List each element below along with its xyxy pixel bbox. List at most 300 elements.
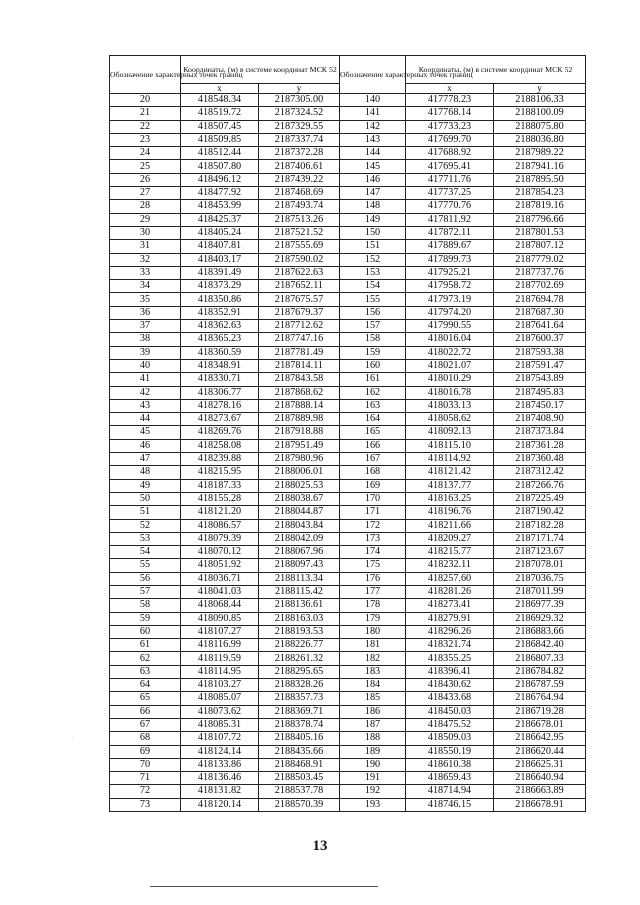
- table-row: [110, 200, 586, 213]
- table-row: [110, 320, 586, 333]
- point-id-left-cell: 55: [110, 559, 181, 572]
- y-left-cell: 2187324.52: [259, 107, 340, 120]
- footer-rule: [150, 886, 378, 887]
- point-id-left-cell: 20: [110, 94, 181, 107]
- point-id-left-cell: 40: [110, 359, 181, 372]
- y-left-cell: 2187814.11: [259, 359, 340, 372]
- x-right-cell: 418021.07: [406, 359, 494, 372]
- y-left-cell: 2188043.84: [259, 519, 340, 532]
- table-row: [110, 147, 586, 160]
- y-right-cell: 2187796.66: [494, 213, 586, 226]
- x-right-cell: 417688.92: [406, 147, 494, 160]
- y-right-cell: 2188100.09: [494, 107, 586, 120]
- y-right-cell: 2186625.31: [494, 758, 586, 771]
- y-left-cell: 2187652.11: [259, 280, 340, 293]
- point-id-left-cell: 24: [110, 147, 181, 160]
- x-right-cell: 418211.66: [406, 519, 494, 532]
- x-right-cell: 417737.25: [406, 187, 494, 200]
- x-left-cell: 418496.12: [181, 173, 259, 186]
- table-row: [110, 373, 586, 386]
- point-id-left-cell: 43: [110, 399, 181, 412]
- table-row: [110, 386, 586, 399]
- x-left-cell: 418403.17: [181, 253, 259, 266]
- y-left-cell: 2188357.73: [259, 692, 340, 705]
- table-row: [110, 758, 586, 771]
- point-id-right-cell: 163: [340, 399, 406, 412]
- point-id-left-cell: 29: [110, 213, 181, 226]
- x-right-cell: 418396.41: [406, 665, 494, 678]
- x-left-cell: 418041.03: [181, 585, 259, 598]
- x-left-cell: 418086.57: [181, 519, 259, 532]
- table-row: [110, 413, 586, 426]
- x-left-cell: 418120.14: [181, 798, 259, 811]
- point-id-right-cell: 146: [340, 173, 406, 186]
- point-id-right-cell: 148: [340, 200, 406, 213]
- y-right-cell: 2186642.95: [494, 732, 586, 745]
- x-left-cell: 418512.44: [181, 147, 259, 160]
- y-left-cell: 2187747.16: [259, 333, 340, 346]
- y-right-cell: 2186663.89: [494, 785, 586, 798]
- y-left-cell: 2187468.69: [259, 187, 340, 200]
- table-row: [110, 785, 586, 798]
- point-id-right-cell: 156: [340, 306, 406, 319]
- x-left-cell: 418425.37: [181, 213, 259, 226]
- point-id-right-cell: 181: [340, 639, 406, 652]
- y-left-cell: 2188328.26: [259, 679, 340, 692]
- y-right-cell: 2187011.99: [494, 585, 586, 598]
- table-row: [110, 652, 586, 665]
- y-left-cell: 2187712.62: [259, 320, 340, 333]
- point-id-right-cell: 193: [340, 798, 406, 811]
- point-id-left-cell: 58: [110, 599, 181, 612]
- y-right-cell: 2186620.44: [494, 745, 586, 758]
- table-row: [110, 745, 586, 758]
- point-id-left-cell: 37: [110, 320, 181, 333]
- point-id-left-cell: 48: [110, 466, 181, 479]
- y-right-cell: 2187543.89: [494, 373, 586, 386]
- header-coordinates-left: Координаты, (м) в системе координат МСК 52: [181, 56, 340, 84]
- point-id-right-cell: 174: [340, 546, 406, 559]
- y-left-cell: 2188537.78: [259, 785, 340, 798]
- table-row: [110, 240, 586, 253]
- table-row: [110, 506, 586, 519]
- y-left-cell: 2187329.55: [259, 120, 340, 133]
- y-left-cell: 2188261.32: [259, 652, 340, 665]
- x-left-cell: 418121.20: [181, 506, 259, 519]
- table-row: [110, 453, 586, 466]
- table-row: [110, 253, 586, 266]
- point-id-right-cell: 149: [340, 213, 406, 226]
- point-id-left-cell: 53: [110, 532, 181, 545]
- header-x-left: x: [181, 84, 259, 94]
- x-left-cell: 418036.71: [181, 572, 259, 585]
- x-left-cell: 418507.80: [181, 160, 259, 173]
- point-id-right-cell: 189: [340, 745, 406, 758]
- x-right-cell: 418430.62: [406, 679, 494, 692]
- table-row: [110, 266, 586, 279]
- x-right-cell: 418450.03: [406, 705, 494, 718]
- y-right-cell: 2188075.80: [494, 120, 586, 133]
- y-left-cell: 2187781.49: [259, 346, 340, 359]
- point-id-left-cell: 68: [110, 732, 181, 745]
- point-id-right-cell: 159: [340, 346, 406, 359]
- x-left-cell: 418273.67: [181, 413, 259, 426]
- x-left-cell: 418453.99: [181, 200, 259, 213]
- x-right-cell: 418257.60: [406, 572, 494, 585]
- point-id-left-cell: 44: [110, 413, 181, 426]
- x-right-cell: 417733.23: [406, 120, 494, 133]
- x-right-cell: 418016.78: [406, 386, 494, 399]
- y-left-cell: 2187521.52: [259, 226, 340, 239]
- y-left-cell: 2188226.77: [259, 639, 340, 652]
- point-id-left-cell: 30: [110, 226, 181, 239]
- y-left-cell: 2187980.96: [259, 453, 340, 466]
- y-left-cell: 2188097.43: [259, 559, 340, 572]
- x-right-cell: 418509.03: [406, 732, 494, 745]
- table-row: [110, 187, 586, 200]
- y-right-cell: 2187495.83: [494, 386, 586, 399]
- point-id-right-cell: 164: [340, 413, 406, 426]
- point-id-right-cell: 179: [340, 612, 406, 625]
- table-row: [110, 479, 586, 492]
- point-id-left-cell: 34: [110, 280, 181, 293]
- y-left-cell: 2187918.88: [259, 426, 340, 439]
- y-right-cell: 2187600.37: [494, 333, 586, 346]
- y-left-cell: 2187951.49: [259, 439, 340, 452]
- table-row: [110, 705, 586, 718]
- point-id-left-cell: 73: [110, 798, 181, 811]
- table-row: [110, 439, 586, 452]
- x-left-cell: 418507.45: [181, 120, 259, 133]
- point-id-right-cell: 153: [340, 266, 406, 279]
- point-id-right-cell: 157: [340, 320, 406, 333]
- header-y-right: y: [494, 84, 586, 94]
- y-right-cell: 2188036.80: [494, 133, 586, 146]
- point-id-left-cell: 27: [110, 187, 181, 200]
- y-right-cell: 2186977.39: [494, 599, 586, 612]
- point-id-left-cell: 61: [110, 639, 181, 652]
- table-row: [110, 559, 586, 572]
- y-right-cell: 2186787.59: [494, 679, 586, 692]
- x-left-cell: 418116.99: [181, 639, 259, 652]
- x-right-cell: 418296.26: [406, 625, 494, 638]
- table-row: [110, 692, 586, 705]
- point-id-left-cell: 26: [110, 173, 181, 186]
- table-row: [110, 346, 586, 359]
- table-row: [110, 293, 586, 306]
- point-id-right-cell: 141: [340, 107, 406, 120]
- x-right-cell: 417925.21: [406, 266, 494, 279]
- y-right-cell: 2187360.48: [494, 453, 586, 466]
- point-id-left-cell: 21: [110, 107, 181, 120]
- point-id-right-cell: 144: [340, 147, 406, 160]
- x-left-cell: 418107.72: [181, 732, 259, 745]
- point-id-left-cell: 32: [110, 253, 181, 266]
- point-id-left-cell: 69: [110, 745, 181, 758]
- x-right-cell: 418550.19: [406, 745, 494, 758]
- point-id-left-cell: 47: [110, 453, 181, 466]
- y-right-cell: 2187450.17: [494, 399, 586, 412]
- point-id-right-cell: 178: [340, 599, 406, 612]
- point-id-left-cell: 67: [110, 718, 181, 731]
- x-left-cell: 418079.39: [181, 532, 259, 545]
- y-right-cell: 2187779.02: [494, 253, 586, 266]
- point-id-left-cell: 46: [110, 439, 181, 452]
- point-id-right-cell: 142: [340, 120, 406, 133]
- point-id-left-cell: 23: [110, 133, 181, 146]
- x-right-cell: 418209.27: [406, 532, 494, 545]
- table-row: [110, 732, 586, 745]
- x-right-cell: 418232.11: [406, 559, 494, 572]
- x-right-cell: 418022.72: [406, 346, 494, 359]
- x-left-cell: 418269.76: [181, 426, 259, 439]
- point-id-right-cell: 167: [340, 453, 406, 466]
- y-right-cell: 2187941.16: [494, 160, 586, 173]
- point-id-right-cell: 154: [340, 280, 406, 293]
- table-row: [110, 798, 586, 811]
- y-right-cell: 2187641.64: [494, 320, 586, 333]
- y-right-cell: 2187989.22: [494, 147, 586, 160]
- y-right-cell: 2188106.33: [494, 94, 586, 107]
- x-right-cell: 417695.41: [406, 160, 494, 173]
- point-id-right-cell: 160: [340, 359, 406, 372]
- table-row: [110, 359, 586, 372]
- table-row: [110, 160, 586, 173]
- x-left-cell: 418090.85: [181, 612, 259, 625]
- header-coordinates-right: Координаты, (м) в системе координат МСК 52: [406, 56, 586, 84]
- x-right-cell: 418475.52: [406, 718, 494, 731]
- point-id-left-cell: 65: [110, 692, 181, 705]
- y-left-cell: 2188113.34: [259, 572, 340, 585]
- point-id-left-cell: 62: [110, 652, 181, 665]
- x-right-cell: 417711.76: [406, 173, 494, 186]
- point-id-right-cell: 152: [340, 253, 406, 266]
- y-right-cell: 2187895.50: [494, 173, 586, 186]
- point-id-left-cell: 50: [110, 492, 181, 505]
- x-right-cell: 418610.38: [406, 758, 494, 771]
- y-left-cell: 2187493.74: [259, 200, 340, 213]
- y-right-cell: 2187591.47: [494, 359, 586, 372]
- x-right-cell: 417778.23: [406, 94, 494, 107]
- point-id-right-cell: 180: [340, 625, 406, 638]
- y-right-cell: 2187694.78: [494, 293, 586, 306]
- x-left-cell: 418407.81: [181, 240, 259, 253]
- x-left-cell: 418131.82: [181, 785, 259, 798]
- point-id-left-cell: 71: [110, 772, 181, 785]
- x-right-cell: 418746.15: [406, 798, 494, 811]
- x-left-cell: 418070.12: [181, 546, 259, 559]
- y-right-cell: 2187801.53: [494, 226, 586, 239]
- x-right-cell: 418355.25: [406, 652, 494, 665]
- table-row: [110, 306, 586, 319]
- x-right-cell: 418092.13: [406, 426, 494, 439]
- header-x-right: x: [406, 84, 494, 94]
- point-id-right-cell: 171: [340, 506, 406, 519]
- y-left-cell: 2187305.00: [259, 94, 340, 107]
- x-right-cell: 417899.73: [406, 253, 494, 266]
- point-id-left-cell: 52: [110, 519, 181, 532]
- x-left-cell: 418085.31: [181, 718, 259, 731]
- point-id-left-cell: 57: [110, 585, 181, 598]
- point-id-left-cell: 72: [110, 785, 181, 798]
- point-id-left-cell: 56: [110, 572, 181, 585]
- x-left-cell: 418306.77: [181, 386, 259, 399]
- point-id-left-cell: 41: [110, 373, 181, 386]
- table-row: [110, 213, 586, 226]
- y-right-cell: 2186678.01: [494, 718, 586, 731]
- x-left-cell: 418330.71: [181, 373, 259, 386]
- x-left-cell: 418548.34: [181, 94, 259, 107]
- y-right-cell: 2187737.76: [494, 266, 586, 279]
- y-right-cell: 2186764.94: [494, 692, 586, 705]
- x-left-cell: 418114.95: [181, 665, 259, 678]
- table-row: [110, 532, 586, 545]
- point-id-right-cell: 155: [340, 293, 406, 306]
- point-id-right-cell: 169: [340, 479, 406, 492]
- table-body: [110, 94, 586, 812]
- y-right-cell: 2186640.94: [494, 772, 586, 785]
- x-right-cell: 417990.55: [406, 320, 494, 333]
- point-id-left-cell: 38: [110, 333, 181, 346]
- x-left-cell: 418348.91: [181, 359, 259, 372]
- x-left-cell: 418519.72: [181, 107, 259, 120]
- x-right-cell: 418196.76: [406, 506, 494, 519]
- x-right-cell: 418137.77: [406, 479, 494, 492]
- y-right-cell: 2187687.30: [494, 306, 586, 319]
- x-right-cell: 418321.74: [406, 639, 494, 652]
- x-right-cell: 418115.10: [406, 439, 494, 452]
- y-left-cell: 2187889.98: [259, 413, 340, 426]
- point-id-right-cell: 151: [340, 240, 406, 253]
- y-right-cell: 2187266.76: [494, 479, 586, 492]
- point-id-left-cell: 49: [110, 479, 181, 492]
- y-right-cell: 2187854.23: [494, 187, 586, 200]
- x-right-cell: 417974.20: [406, 306, 494, 319]
- point-id-right-cell: 150: [340, 226, 406, 239]
- y-right-cell: 2187807.12: [494, 240, 586, 253]
- point-id-right-cell: 184: [340, 679, 406, 692]
- point-id-left-cell: 22: [110, 120, 181, 133]
- x-right-cell: 417872.11: [406, 226, 494, 239]
- table-row: [110, 333, 586, 346]
- y-right-cell: 2187408.90: [494, 413, 586, 426]
- x-right-cell: 417770.76: [406, 200, 494, 213]
- x-right-cell: 418281.26: [406, 585, 494, 598]
- point-id-right-cell: 183: [340, 665, 406, 678]
- x-left-cell: 418103.27: [181, 679, 259, 692]
- table-row: [110, 639, 586, 652]
- point-id-right-cell: 177: [340, 585, 406, 598]
- y-left-cell: 2188038.67: [259, 492, 340, 505]
- x-left-cell: 418352.91: [181, 306, 259, 319]
- point-id-left-cell: 63: [110, 665, 181, 678]
- point-id-right-cell: 188: [340, 732, 406, 745]
- x-right-cell: 418016.04: [406, 333, 494, 346]
- x-left-cell: 418360.59: [181, 346, 259, 359]
- point-id-right-cell: 187: [340, 718, 406, 731]
- table-row: [110, 612, 586, 625]
- x-left-cell: 418509.85: [181, 133, 259, 146]
- x-right-cell: 418114.92: [406, 453, 494, 466]
- table-row: [110, 133, 586, 146]
- x-left-cell: 418362.63: [181, 320, 259, 333]
- y-left-cell: 2188570.39: [259, 798, 340, 811]
- x-left-cell: 418136.46: [181, 772, 259, 785]
- point-id-left-cell: 33: [110, 266, 181, 279]
- point-id-left-cell: 54: [110, 546, 181, 559]
- y-right-cell: 2186678.91: [494, 798, 586, 811]
- y-left-cell: 2188163.03: [259, 612, 340, 625]
- x-right-cell: 418433.68: [406, 692, 494, 705]
- point-id-right-cell: 175: [340, 559, 406, 572]
- x-right-cell: 417768.14: [406, 107, 494, 120]
- y-right-cell: 2186842.40: [494, 639, 586, 652]
- table-row: [110, 492, 586, 505]
- x-right-cell: 417973.19: [406, 293, 494, 306]
- point-id-left-cell: 59: [110, 612, 181, 625]
- scan-speck: ·: [72, 736, 74, 742]
- x-right-cell: 418010.29: [406, 373, 494, 386]
- x-left-cell: 418350.86: [181, 293, 259, 306]
- coordinates-table: [109, 55, 586, 812]
- y-left-cell: 2187843.58: [259, 373, 340, 386]
- y-right-cell: 2187225.49: [494, 492, 586, 505]
- y-left-cell: 2187888.14: [259, 399, 340, 412]
- point-id-right-cell: 172: [340, 519, 406, 532]
- y-left-cell: 2188044.87: [259, 506, 340, 519]
- x-left-cell: 418278.16: [181, 399, 259, 412]
- x-right-cell: 417699.70: [406, 133, 494, 146]
- y-left-cell: 2187679.37: [259, 306, 340, 319]
- table-row: [110, 772, 586, 785]
- y-left-cell: 2188042.09: [259, 532, 340, 545]
- y-right-cell: 2187819.16: [494, 200, 586, 213]
- x-right-cell: 418279.91: [406, 612, 494, 625]
- y-right-cell: 2187190.42: [494, 506, 586, 519]
- table-row: [110, 665, 586, 678]
- point-id-right-cell: 168: [340, 466, 406, 479]
- y-right-cell: 2186784.82: [494, 665, 586, 678]
- x-left-cell: 418155.28: [181, 492, 259, 505]
- y-left-cell: 2188378.74: [259, 718, 340, 731]
- point-id-right-cell: 165: [340, 426, 406, 439]
- table-row: [110, 426, 586, 439]
- point-id-right-cell: 140: [340, 94, 406, 107]
- y-left-cell: 2188295.65: [259, 665, 340, 678]
- x-left-cell: 418119.59: [181, 652, 259, 665]
- x-left-cell: 418391.49: [181, 266, 259, 279]
- y-left-cell: 2188369.71: [259, 705, 340, 718]
- y-right-cell: 2187078.01: [494, 559, 586, 572]
- y-right-cell: 2187373.84: [494, 426, 586, 439]
- y-left-cell: 2188435.66: [259, 745, 340, 758]
- y-left-cell: 2187372.28: [259, 147, 340, 160]
- y-left-cell: 2187555.69: [259, 240, 340, 253]
- x-left-cell: 418051.92: [181, 559, 259, 572]
- y-left-cell: 2188193.53: [259, 625, 340, 638]
- x-left-cell: 418107.27: [181, 625, 259, 638]
- y-left-cell: 2188067.96: [259, 546, 340, 559]
- point-id-right-cell: 182: [340, 652, 406, 665]
- y-left-cell: 2188115.42: [259, 585, 340, 598]
- point-id-left-cell: 39: [110, 346, 181, 359]
- point-id-right-cell: 190: [340, 758, 406, 771]
- table-row: [110, 599, 586, 612]
- point-id-right-cell: 166: [340, 439, 406, 452]
- point-id-left-cell: 66: [110, 705, 181, 718]
- y-right-cell: 2187036.75: [494, 572, 586, 585]
- table-row: [110, 399, 586, 412]
